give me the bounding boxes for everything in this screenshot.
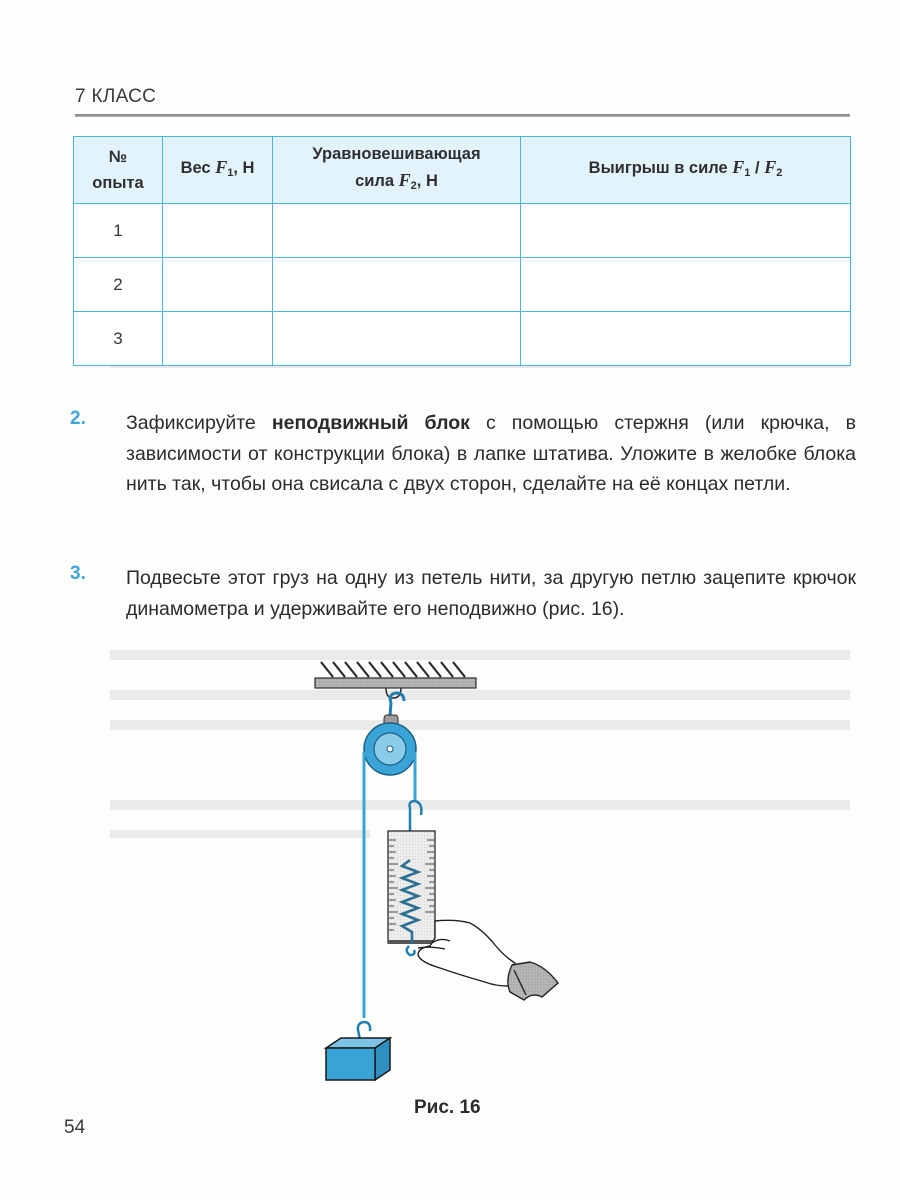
col-header-line2: опыта	[92, 174, 144, 192]
step-text-part: Зафиксируйте	[126, 412, 272, 434]
grade-label: 7 КЛАСС	[75, 86, 157, 107]
step-text: Подвесьте этот груз на одну из петель нити, за другую петлю зацепите крючок динамометра и удерживайте его неподвижно (рис. 16).	[126, 567, 856, 620]
var-subscript: 2	[410, 180, 417, 192]
col-header-line1: Уравновешивающая	[312, 145, 481, 163]
cell-trial-number: 2	[74, 258, 163, 312]
var-symbol: F	[215, 157, 228, 177]
cell-trial-number: 1	[74, 204, 163, 258]
figure-caption: Рис. 16	[414, 1097, 481, 1118]
ceiling-hatching	[321, 662, 465, 677]
step-text-bold: неподвижный блок	[271, 412, 470, 434]
step-number: 2.	[70, 408, 86, 429]
col-header-unit: , Н	[233, 159, 255, 177]
var-subscript: 2	[776, 167, 783, 179]
var-symbol: F	[764, 157, 777, 177]
weight-cube-icon	[326, 1038, 390, 1080]
dynamometer-icon	[388, 831, 435, 955]
page-number: 54	[64, 1117, 86, 1138]
col-header-text: Выигрыш в силе	[588, 159, 733, 177]
var-subscript: 1	[744, 167, 751, 179]
pulley-icon	[364, 723, 416, 775]
col-header-line1: №	[108, 148, 128, 166]
var-symbol: F	[398, 170, 411, 190]
fraction-slash: /	[750, 159, 765, 177]
col-header-text: сила	[355, 172, 399, 190]
step-text-part: с помощью стержня (или крючка, в зависимости от конструкции блока) в лапке штатива. Уложите в желобке блока нить так, чтобы она свисала с двух сторон, сделайте на её концах петли.	[126, 412, 856, 495]
var-symbol: F	[732, 157, 745, 177]
col-header-unit: , Н	[416, 172, 438, 190]
cell-trial-number: 3	[74, 312, 163, 366]
col-header-text: Вес	[180, 159, 216, 177]
ceiling-beam	[315, 678, 476, 688]
var-subscript: 1	[227, 167, 234, 179]
step-number: 3.	[70, 563, 86, 584]
hand-icon	[418, 920, 558, 1000]
